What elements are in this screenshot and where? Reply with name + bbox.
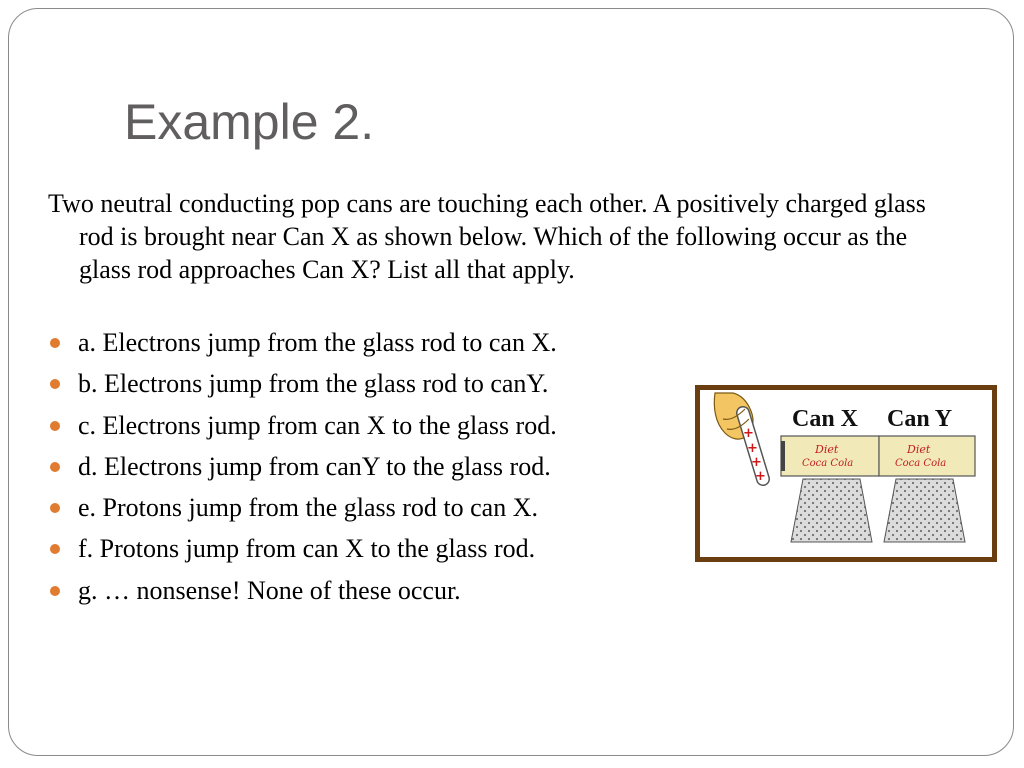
option-label: a. Electrons jump from the glass rod to can X. xyxy=(78,328,557,357)
bullet-icon xyxy=(50,338,60,348)
option-label: c. Electrons jump from can X to the glass rod. xyxy=(78,410,557,440)
pop-cans-figure xyxy=(695,385,997,562)
pop-cans-illustration xyxy=(695,385,997,562)
stand-left xyxy=(791,479,872,542)
option-label: b. Electrons jump from the glass rod to canY. xyxy=(78,369,549,399)
can-x-label: Can X xyxy=(792,406,859,432)
option-label: g. … nonsense! None of these occur. xyxy=(78,575,461,605)
rod-charge-1: + xyxy=(743,426,754,441)
bullet-icon xyxy=(50,462,60,472)
rod-charge-3: + xyxy=(751,455,762,470)
can-y-label: Can Y xyxy=(887,406,953,432)
option-item-c xyxy=(48,409,557,450)
option-item-g xyxy=(48,574,557,615)
can-x xyxy=(781,436,879,476)
option-item-b xyxy=(48,367,557,408)
bullet-icon xyxy=(50,421,60,431)
question-text: Two neutral conducting pop cans are touching each other. A positively charged glass rod is brought near Can X as shown below. Which of the following occur as the glass rod approaches Can X? List all that apply. xyxy=(48,189,926,284)
option-item-d xyxy=(48,450,557,491)
option-label: f. Protons jump from can X to the glass rod. xyxy=(78,534,536,564)
option-label: e. Protons jump from the glass rod to can X. xyxy=(78,493,538,523)
answer-options-list xyxy=(48,326,557,615)
bullet-icon xyxy=(50,586,60,596)
option-item-e xyxy=(48,491,557,532)
rod-charge-4: + xyxy=(755,469,766,484)
can-x-brand-line2: Coca Cola xyxy=(802,458,854,469)
slide-title: Example 2. xyxy=(124,94,375,150)
option-item-f xyxy=(48,532,557,573)
option-label: d. Electrons jump from canY to the glass rod. xyxy=(78,451,551,481)
bullet-icon xyxy=(50,503,60,513)
can-y xyxy=(879,436,975,476)
bullet-icon xyxy=(50,379,60,389)
option-item-a xyxy=(48,326,557,367)
bullet-icon xyxy=(50,544,60,554)
rod-charge-2: + xyxy=(747,441,758,456)
can-y-brand-line1: Diet xyxy=(907,443,931,456)
slide xyxy=(8,8,1014,756)
stand-right xyxy=(884,479,965,542)
can-y-brand-line2: Coca Cola xyxy=(895,458,947,469)
can-x-brand-line1: Diet xyxy=(815,443,839,456)
